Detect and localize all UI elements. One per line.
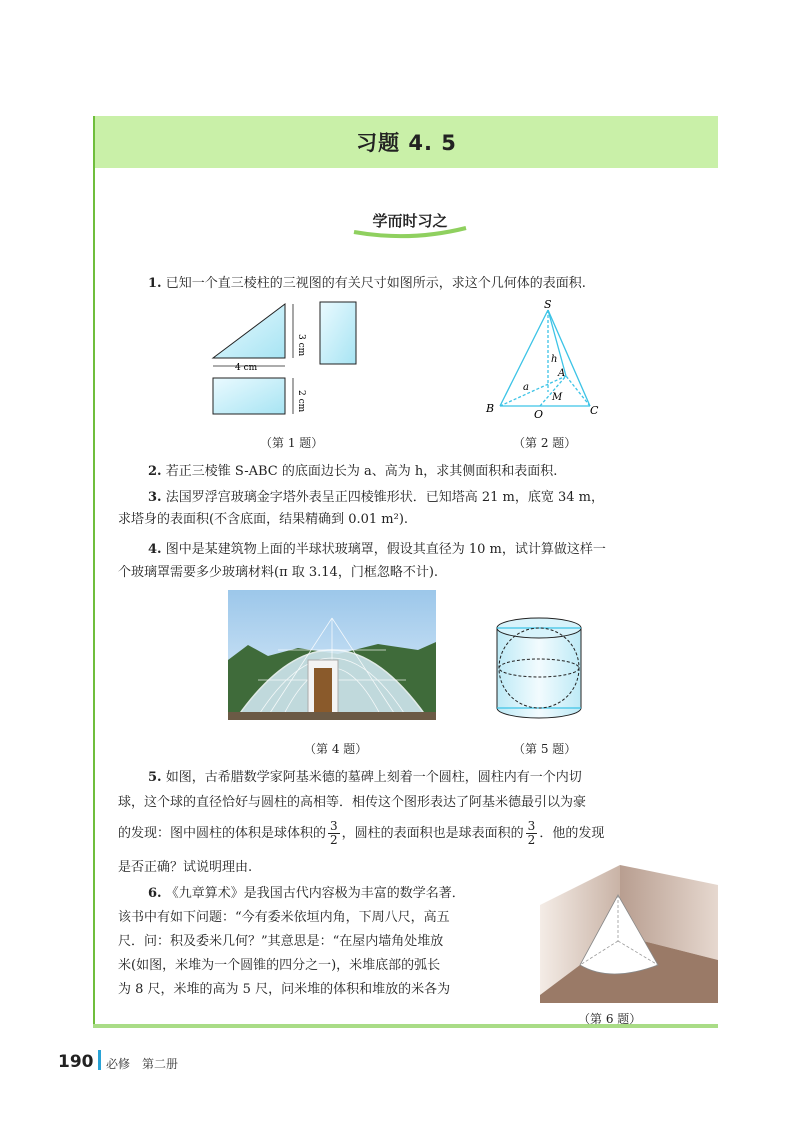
question-4-line2: 个玻璃罩需要多少玻璃材料(π 取 3.14，门框忽略不计).	[118, 565, 439, 580]
section-badge	[350, 208, 470, 240]
question-2	[148, 462, 557, 481]
figure-1-caption: （第 1 题）	[260, 436, 324, 450]
text-segment: ，圆柱的表面积也是球表面积的	[341, 826, 524, 841]
label-A: A	[558, 368, 566, 379]
label-a: a	[523, 382, 529, 393]
question-number: 3.	[148, 490, 162, 505]
question-number: 4.	[148, 542, 162, 557]
front-view-triangle	[213, 304, 285, 358]
section-subtitle: 学而时习之	[372, 212, 448, 230]
figure-4-caption: （第 4 题）	[304, 742, 368, 756]
question-3-line2: 求塔身的表面积(不含底面，结果精确到 0.01 m²).	[118, 512, 409, 527]
side-view-rect	[320, 302, 356, 364]
fraction-denominator: 2	[527, 833, 536, 847]
fraction-3-2	[328, 820, 340, 847]
label-h: h	[551, 354, 558, 365]
question-5	[148, 768, 582, 787]
question-text-line1: 如图，古希腊数学家阿基米德的墓碑上刻着一个圆柱，圆柱内有一个内切	[165, 770, 582, 785]
dimension-label-3cm: 3 cm	[296, 334, 306, 357]
question-1	[148, 274, 586, 293]
figure-6-corner-cone	[540, 865, 718, 1003]
question-4	[148, 540, 606, 559]
label-O: O	[534, 408, 544, 421]
question-6-line3: 尺．问：积及委米几何？”其意思是：“在屋内墙角处堆放	[118, 934, 444, 949]
dome-image	[228, 590, 436, 720]
figure-2-pyramid	[478, 296, 608, 421]
text-segment: 的发现：图中圆柱的体积是球体积的	[118, 826, 327, 841]
question-text-line1: 图中是某建筑物上面的半球状玻璃罩，假设其直径为 10 m，试计算做这样一	[165, 542, 606, 557]
figure-4-dome-photo	[228, 590, 436, 720]
question-6-line5: 为 8 尺，米堆的高为 5 尺，问米堆的体积和堆放的米各为	[118, 982, 451, 997]
question-text: 已知一个直三棱柱的三视图的有关尺寸如图所示，求这个几何体的表面积.	[165, 276, 586, 291]
question-text-line1: 《九章算术》是我国古代内容极为丰富的数学名著．	[165, 886, 465, 901]
label-C: C	[590, 404, 599, 417]
question-5-line3	[118, 820, 604, 847]
question-6-line4: 米(如图，米堆为一个圆锥的四分之一)，米堆底部的弧长	[118, 958, 441, 973]
fraction-denominator: 2	[330, 833, 338, 847]
fraction-numerator: 3	[527, 819, 536, 833]
label-B: B	[486, 402, 495, 415]
question-text-line1: 法国罗浮宫玻璃金字塔外表呈正四棱锥形状．已知塔高 21 m，底宽 34 m，	[165, 490, 604, 505]
figure-1-three-views	[205, 298, 365, 428]
page-title: 习题 4. 5	[356, 131, 457, 155]
figure-2-caption: （第 2 题）	[513, 436, 577, 450]
question-5-line4: 是否正确？试说明理由.	[118, 860, 253, 875]
question-number: 1.	[148, 276, 162, 291]
page-number: 190	[58, 1052, 94, 1072]
title-band	[95, 116, 718, 168]
question-3	[148, 488, 604, 507]
dimension-label-2cm: 2 cm	[296, 390, 306, 413]
page-number-divider	[98, 1050, 101, 1070]
dimension-label-4cm: 4 cm	[235, 363, 258, 373]
question-number: 5.	[148, 770, 162, 785]
question-number: 6.	[148, 886, 162, 901]
figure-5-cylinder-sphere	[492, 614, 586, 722]
text-segment: ．他的发现	[539, 826, 605, 841]
top-view-rect	[213, 378, 285, 414]
question-text: 若正三棱锥 S-ABC 的底面边长为 a、高为 h，求其侧面积和表面积.	[165, 464, 558, 479]
figure-6-caption: （第 6 题）	[578, 1012, 642, 1026]
question-6	[148, 884, 465, 903]
book-title: 必修 第二册	[106, 1057, 179, 1071]
question-6-line2: 该书中有如下问题：“今有委米依垣内角，下周八尺，高五	[118, 910, 450, 925]
question-5-line2: 球，这个球的直径恰好与圆柱的高相等．相传这个图形表达了阿基米德最引以为豪	[118, 795, 587, 810]
fraction-numerator: 3	[330, 819, 338, 833]
corner-cone-image	[540, 865, 718, 1003]
label-S: S	[544, 298, 552, 311]
question-number: 2.	[148, 464, 162, 479]
label-M: M	[552, 392, 563, 403]
fraction-3-2	[526, 820, 538, 847]
figure-5-caption: （第 5 题）	[513, 742, 577, 756]
